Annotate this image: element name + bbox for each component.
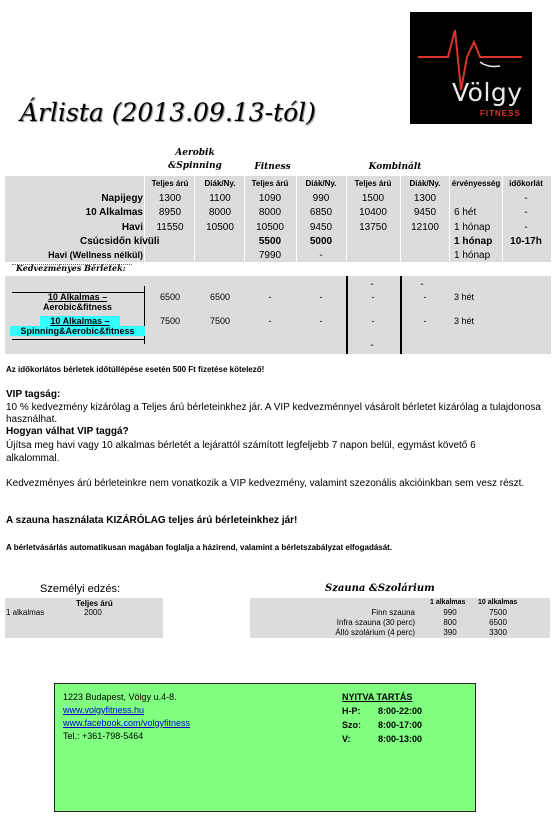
website-link[interactable]: www.volgyfitness.hu — [63, 705, 145, 715]
sauna-row-label: Finn szauna — [371, 608, 415, 617]
discount-table-band — [5, 276, 551, 354]
table-cell: 9450 — [413, 207, 437, 218]
sauna-note: A szauna használata KIZÁRÓLAG teljes árú bérleteinkhez jár! — [6, 515, 298, 526]
discount-cell: - — [371, 316, 375, 326]
table-cell: 990 — [312, 193, 330, 204]
table-cell: 6850 — [309, 207, 333, 218]
hours-time: 8:00-22:00 — [378, 706, 423, 716]
table-cell: 1100 — [209, 193, 231, 204]
discount-cell: 7500 — [209, 316, 231, 326]
sauna-cell: 990 — [443, 608, 457, 617]
hours-time: 8:00-13:00 — [378, 734, 423, 744]
discount-cell: 7500 — [159, 316, 181, 326]
table-cell: 1300 — [158, 193, 182, 204]
overtime-note: Az időkorlátos bérletek időtúllépése esetén 500 Ft fizetése kötelező! — [6, 365, 265, 374]
table-cell: - — [319, 250, 323, 261]
group-fitness: Fitness — [254, 162, 291, 172]
how-heading: Hogyan válhat VIP taggá? — [6, 426, 129, 437]
hours-time: 8:00-17:00 — [378, 720, 423, 730]
sauna-cell: 800 — [443, 618, 457, 627]
address: 1223 Budapest, Völgy u.4-8. — [63, 692, 177, 702]
discount-cell: - — [371, 292, 375, 302]
sauna-cell: 6500 — [489, 618, 507, 627]
table-cell: 9450 — [309, 222, 333, 233]
table-cell: 10500 — [256, 222, 284, 233]
discount-cell: 6500 — [159, 292, 181, 302]
column-header: Diák/Ny. — [305, 179, 337, 188]
column-header: Teljes árú — [151, 179, 189, 188]
row-label: Csúcsidőn kívüli — [80, 236, 160, 247]
discount-cell: - — [319, 316, 323, 326]
table-cell: 1090 — [258, 193, 282, 204]
dash-mark: - — [370, 279, 374, 290]
discount-cell: - — [423, 292, 427, 302]
discount-title: Kedvezményes Bérletek: — [16, 263, 126, 273]
table-cell: - — [524, 193, 528, 204]
how-text: Újítsa meg havi vagy 10 alkalmas bérletét a lejárattól számított legfeljebb 7 napon belül, egymást követő 6 alkalommal. — [6, 440, 476, 464]
discount-label: 10 Alkalmas – — [47, 292, 108, 302]
discount-cell: - — [319, 292, 323, 302]
column-header: időkorlát — [509, 179, 543, 188]
table-cell: 1 hónap — [454, 222, 491, 233]
column-header: érvényesség — [451, 179, 501, 188]
column-header: Diák/Ny. — [204, 179, 236, 188]
table-cell: 6 hét — [454, 207, 477, 218]
sauna-cell: 3300 — [489, 628, 507, 637]
column-header: Teljes árú — [251, 179, 289, 188]
row-label: Napijegy — [101, 193, 143, 204]
discount-cell: - — [423, 316, 427, 326]
personal-col: Teljes árú — [76, 599, 113, 608]
discount-cell: - — [268, 316, 272, 326]
hours-day: V: — [342, 734, 351, 744]
volgy-fitness-logo — [410, 12, 532, 124]
vip-text: 10 % kedvezmény kizárólag a Teljes árú bérleteinkhez jár. A VIP kedvezménnyel vásárolt bérletet kizárólag a tulajdonosa használhat. — [6, 402, 541, 425]
sauna-cell: 7500 — [489, 608, 507, 617]
sauna-col-1: 1 alkalmas — [430, 599, 466, 606]
table-cell: 8950 — [158, 207, 182, 218]
table-cell: 1 hónap — [454, 236, 493, 247]
discount-cell: 6500 — [209, 292, 231, 302]
table-cell: - — [524, 207, 528, 218]
personal-row-label: 1 alkalmas — [6, 608, 45, 617]
table-cell: 10400 — [359, 207, 387, 218]
discount-note: Kedvezményes árú bérleteinkre nem vonatkozik a VIP kedvezmény, valamint szezonális akcióinkban sem vesz részt. — [6, 478, 525, 489]
logo-brand: Völgy — [452, 78, 523, 107]
row-label: 10 Alkalmas — [85, 207, 143, 218]
table-cell: - — [524, 222, 528, 233]
sauna-row-label: Álló szolárium (4 perc) — [335, 628, 415, 637]
contact-box — [54, 683, 476, 812]
table-cell: 8000 — [208, 207, 232, 218]
hours-day: H-P: — [342, 706, 361, 716]
table-cell: 8000 — [258, 207, 282, 218]
table-cell: 11550 — [156, 222, 184, 233]
dash-mark: - — [420, 279, 424, 290]
table-cell: 13750 — [359, 222, 387, 233]
page-title: Árlista (2013.09.13-tól) — [20, 98, 316, 127]
table-cell: 12100 — [411, 222, 439, 233]
sauna-row-label: Infra szauna (30 perc) — [336, 618, 415, 627]
logo-sub: FITNESS — [480, 109, 521, 118]
group-kombinalt: Kombinált — [368, 162, 422, 172]
table-cell: 1500 — [361, 193, 385, 204]
table-cell: 7990 — [258, 250, 282, 261]
group-aerobik: Aerobik &Spinning — [168, 148, 222, 171]
table-cell: 10500 — [206, 222, 234, 233]
opening-heading: NYITVA TARTÁS — [342, 692, 413, 702]
phone: Tel.: +361-798-5464 — [63, 731, 144, 741]
personal-heading: Személyi edzés: — [40, 583, 121, 595]
facebook-link[interactable]: www.facebook.com/volgyfitness — [63, 718, 191, 728]
column-header: Teljes árú — [354, 179, 392, 188]
row-label: Havi — [121, 222, 143, 233]
discount-cell: 3 hét — [454, 316, 475, 326]
discount-cell: - — [268, 292, 272, 302]
dash-mark: - — [370, 340, 374, 351]
table-cell: 5000 — [309, 236, 333, 247]
sauna-col-2: 10 alkalmas — [478, 599, 518, 606]
personal-row-value: 2000 — [84, 608, 102, 617]
row-label: Havi (Wellness nélkül) — [48, 250, 143, 260]
table-cell: 1300 — [413, 193, 437, 204]
table-cell: 10-17h — [510, 236, 542, 247]
discount-cell: 3 hét — [454, 292, 475, 302]
vip-heading: VIP tagság: — [6, 389, 61, 400]
heartbeat-icon — [410, 12, 532, 124]
table-cell: 5500 — [258, 236, 282, 247]
table-cell: 1 hónap — [454, 250, 491, 261]
rules-note: A bérletvásárlás automatikusan magában foglalja a házirend, valamint a bérletszabályzat elfogadását. — [6, 543, 393, 552]
discount-label: Aerobic&fitness — [42, 302, 113, 312]
column-header: Diák/Ny. — [409, 179, 441, 188]
sauna-heading: Szauna &Szolárium — [325, 583, 435, 594]
hours-day: Szo: — [342, 720, 361, 730]
discount-label: 10 Alkalmas – — [40, 316, 120, 326]
discount-label: Spinning&Aerobic&fitness — [10, 326, 145, 336]
sauna-cell: 390 — [443, 628, 457, 637]
